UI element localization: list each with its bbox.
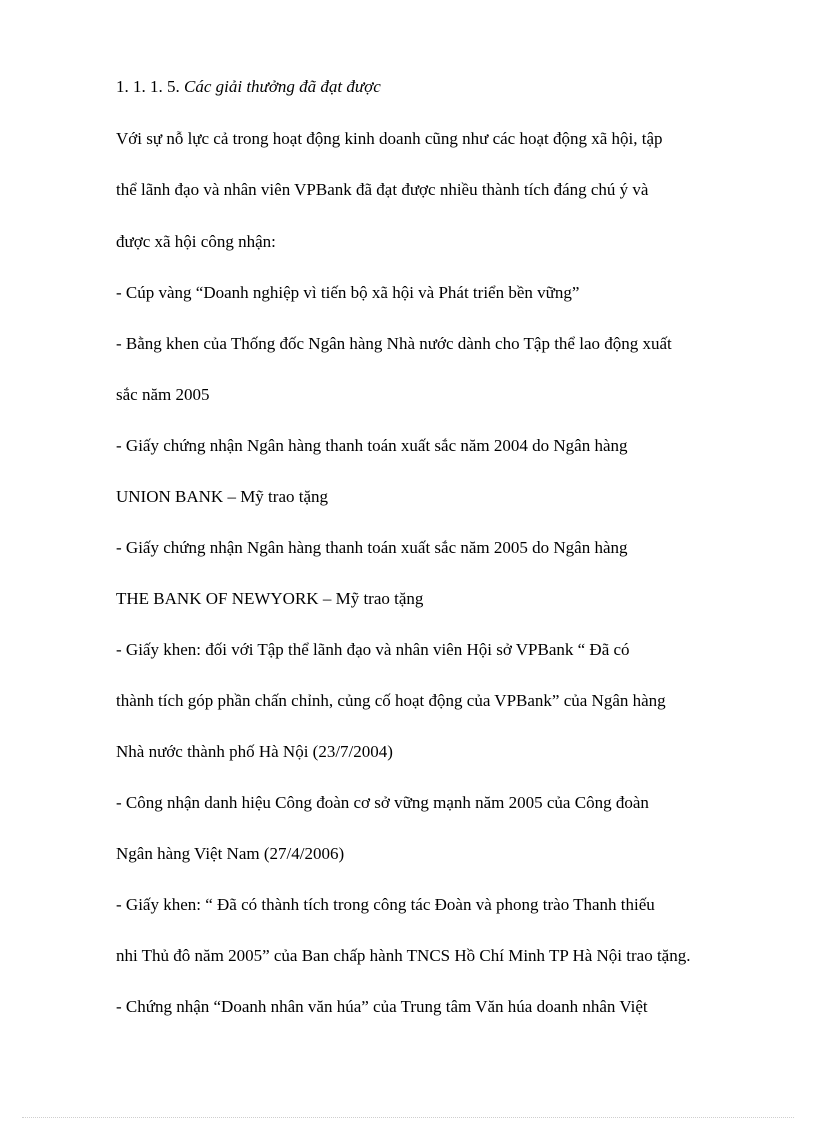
bullet-line-2-cont: sắc năm 2005 — [116, 385, 210, 404]
body-line-3: được xã hội công nhận: — [116, 232, 276, 251]
bullet-line-2: - Bằng khen của Thống đốc Ngân hàng Nhà nước dành cho Tập thể lao động xuất — [116, 334, 672, 353]
bullet-line-3-cont: UNION BANK – Mỹ trao tặng — [116, 487, 329, 506]
bullet-line-1: - Cúp vàng “Doanh nghiệp vì tiến bộ xã hội và Phát triển bền vững” — [116, 283, 580, 302]
bullet-line-3: - Giấy chứng nhận Ngân hàng thanh toán xuất sắc năm 2004 do Ngân hàng — [116, 436, 628, 455]
bullet-line-6-cont: Ngân hàng Việt Nam (27/4/2006) — [116, 844, 345, 863]
bullet-line-8: - Chứng nhận “Doanh nhân văn húa” của Trung tâm Văn húa doanh nhân Việt — [116, 997, 648, 1016]
bullet-line-4: - Giấy chứng nhận Ngân hàng thanh toán xuất sắc năm 2005 do Ngân hàng — [116, 538, 628, 557]
body-line-1: Với sự nỗ lực cả trong hoạt động kinh doanh cũng như các hoạt động xã hội, tập — [116, 129, 663, 148]
bullet-line-6: - Công nhận danh hiệu Công đoàn cơ sở vững mạnh năm 2005 của Công đoàn — [116, 793, 649, 812]
bullet-line-5-cont2: Nhà nước thành phố Hà Nội (23/7/2004) — [116, 742, 393, 761]
section-number: 1. 1. 1. 5. — [116, 77, 180, 96]
bullet-line-7: - Giấy khen: “ Đã có thành tích trong công tác Đoàn và phong trào Thanh thiếu — [116, 895, 655, 914]
section-title: Các giải thưởng đã đạt được — [184, 77, 381, 96]
bullet-line-5-cont: thành tích góp phần chấn chỉnh, củng cố hoạt động của VPBank” của Ngân hàng — [116, 691, 666, 710]
bullet-line-5: - Giấy khen: đối với Tập thể lãnh đạo và nhân viên Hội sở VPBank “ Đã có — [116, 640, 630, 659]
page-bottom-rule — [22, 1117, 794, 1118]
bullet-line-7-cont: nhi Thủ đô năm 2005” của Ban chấp hành TNCS Hồ Chí Minh TP Hà Nội trao tặng. — [116, 946, 691, 965]
section-heading — [116, 77, 381, 97]
body-line-2: thể lãnh đạo và nhân viên VPBank đã đạt được nhiều thành tích đáng chú ý và — [116, 180, 649, 199]
bullet-line-4-cont: THE BANK OF NEWYORK – Mỹ trao tặng — [116, 589, 424, 608]
